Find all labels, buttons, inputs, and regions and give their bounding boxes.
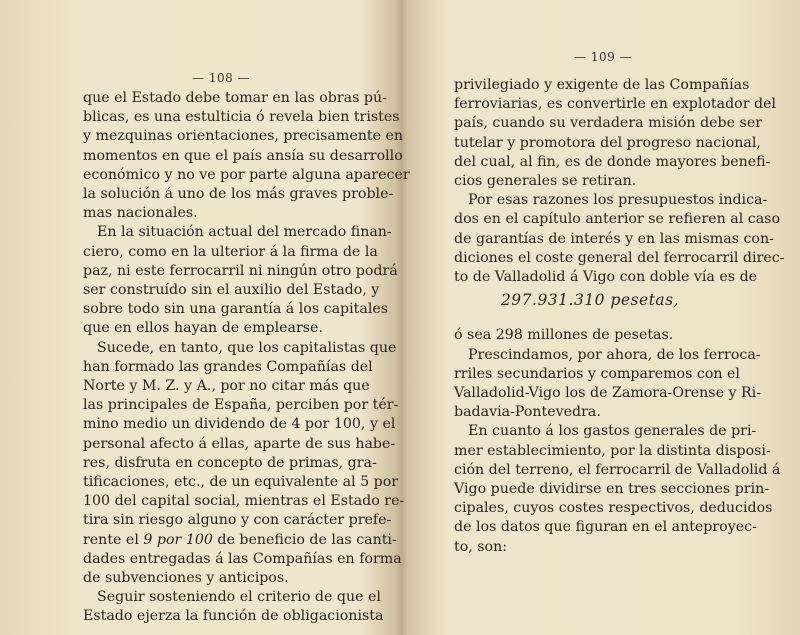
text-line: ciero, como en la ulterior á la firma de la (83, 243, 378, 260)
text-line-mixed (83, 531, 397, 550)
text-line: ción del terreno, el ferrocarril de Valladolid á (454, 461, 781, 478)
text-line: En la situación actual del mercado finan- (97, 224, 392, 241)
text-line: badavia-Pontevedra. (454, 404, 601, 421)
text-line: 100 del capital social, mientras el Estado re- (83, 493, 405, 510)
left-page-text (83, 89, 410, 627)
text-line: económico y no ve por parte alguna aparecer (83, 166, 410, 183)
text-line: sobre todo sin una garantía á los capitales (83, 301, 389, 318)
text-line: Prescindamos, por ahora, de los ferroca- (468, 346, 761, 363)
text-line: tificaciones, etc., de un equivalente al 5 por (83, 474, 399, 491)
text-line: Por esas razones los presupuestos indica- (468, 192, 768, 209)
text-line: mas nacionales. (83, 205, 198, 222)
italic-fragment: 9 por 100 (143, 531, 213, 548)
text-fragment: de beneficio de las canti- (217, 531, 397, 548)
text-line: Norte y M. Z. y A., por no citar más que (83, 378, 370, 395)
text-line: del cual, al fin, es de donde mayores benefi- (454, 153, 771, 170)
text-line: privilegiado y exigente de las Compañías (454, 77, 750, 93)
text-line: res, disfruta en concepto de primas, gra- (83, 454, 377, 471)
text-line: que el Estado debe tomar en las obras pú- (83, 90, 387, 106)
text-line: mer establecimiento, por la distinta disposi- (454, 442, 771, 459)
text-line: y mezquinas orientaciones, precisamente en (83, 128, 404, 145)
text-line: país, cuando su verdadera misión debe ser (454, 115, 763, 132)
text-line: ferroviarias, es convertirle en explotador del (454, 96, 777, 113)
text-line: tutelar y promotora del progreso nacional, (454, 134, 761, 151)
text-line: dos en el capítulo anterior se refieren al caso (454, 211, 780, 228)
text-line: Seguir sosteniendo el criterio de que el (97, 589, 381, 606)
text-line: ser construído sin el auxilio del Estado, y (83, 282, 380, 299)
text-line: cipales, cuyos costes respectivos, deducidos (454, 500, 773, 517)
text-line: de los datos que figuran en el anteproyec- (454, 519, 757, 536)
text-line: paz, ni este ferrocarril ni ningún otro podrá (83, 262, 398, 279)
page-number-left: — 108 — (192, 71, 251, 85)
right-page (400, 0, 800, 635)
text-line: que en ellos hayan de emplearse. (83, 320, 323, 337)
text-line: dades entregadas á las Compañías en forma (83, 550, 402, 567)
text-line: rriles secundarios y comparemos con el (454, 365, 740, 382)
page-number-right: — 109 — (574, 50, 633, 64)
amount-total: 297.931.310 pesetas, (500, 291, 680, 310)
text-line: Estado ejerza la función de obligacionista (83, 608, 384, 625)
right-page-text (454, 76, 785, 557)
text-line: las principales de España, perciben por tér- (83, 397, 399, 414)
text-line: diciones el coste general del ferrocarril direc- (454, 249, 785, 266)
text-line: han formado las grandes Compañías del (83, 358, 373, 375)
text-line: de garantías de interés y en las mismas con- (454, 230, 774, 247)
text-line: to de Valladolid á Vigo con doble vía es de (454, 269, 758, 286)
text-line: tira sin riesgo alguno y con carácter prefe- (83, 512, 392, 529)
text-line: blicas, es una estulticia ó revela bien tristes (83, 109, 400, 126)
text-line: Sucede, en tanto, que los capitalistas que (97, 339, 397, 356)
text-line: En cuanto á los gastos generales de pri- (468, 423, 757, 440)
text-line: mino medio un dividendo de 4 por 100, y el (83, 416, 396, 433)
text-line: Vigo puede dividirse en tres secciones prin- (454, 481, 770, 498)
text-line: personal afecto á ellas, aparte de sus habe- (83, 435, 396, 452)
text-line: ó sea 298 millones de pesetas. (454, 327, 674, 344)
text-line: cios generales se retiran. (454, 173, 637, 190)
text-line: de subvenciones y anticipos. (83, 570, 289, 587)
text-fragment: rente el (83, 531, 139, 548)
text-line: Valladolid-Vigo los de Zamora-Orense y Ri- (454, 385, 762, 402)
text-line: la solución á uno de los más graves proble- (83, 186, 394, 203)
text-line: momentos en que el país ansía su desarrollo (83, 147, 403, 164)
text-line: to, son: (454, 538, 508, 555)
